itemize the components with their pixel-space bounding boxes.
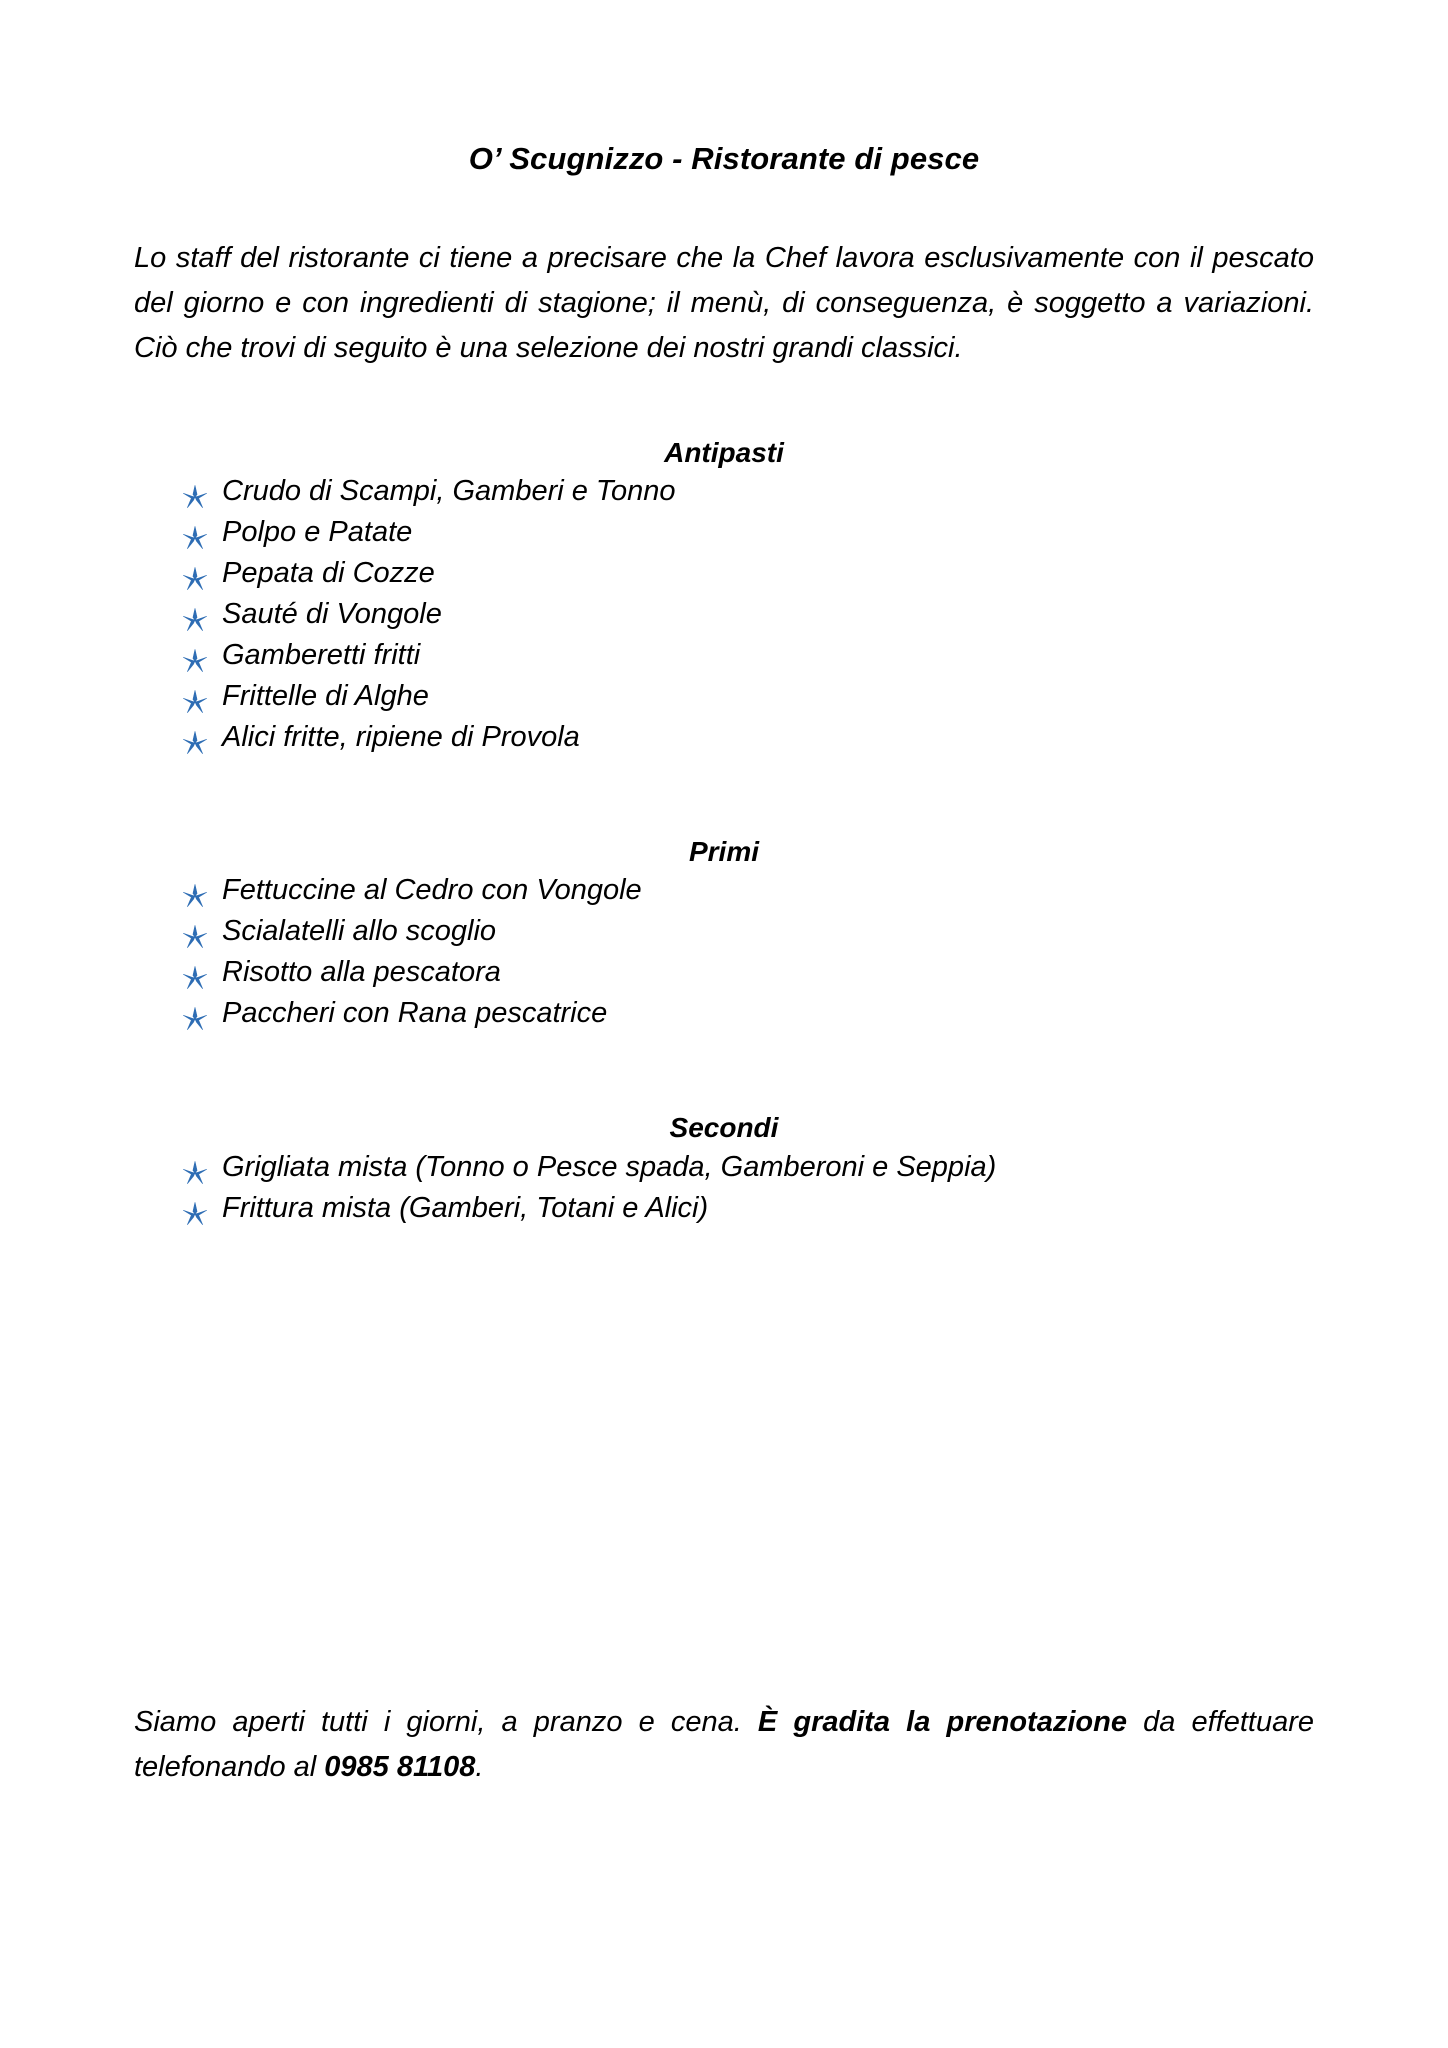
dish-name: Polpo e Patate (222, 515, 413, 548)
section-heading-antipasti: Antipasti (664, 436, 784, 468)
footer-reservation-emphasis: È gradita la prenotazione (757, 1706, 1127, 1738)
dish-name: Gamberetti fritti (222, 638, 421, 671)
dish-name: Grigliata mista (Tonno o Pesce spada, Gamberoni e Seppia) (222, 1150, 997, 1183)
section-heading-secondi: Secondi (669, 1112, 779, 1144)
footer-text-3: . (475, 1750, 484, 1783)
dish-list-item (134, 876, 1314, 906)
dish-list-item (134, 999, 1314, 1029)
dish-list-item (134, 958, 1314, 988)
dish-list-item (134, 556, 1314, 589)
blue-star-bullet (180, 963, 210, 993)
footer-text-1: Siamo aperti tutti i giorni, a pranzo e cena. (134, 1706, 758, 1738)
blue-star-bullet (180, 482, 210, 512)
dish-name: Paccheri con Rana pescatrice (222, 997, 608, 1030)
blue-star-bullet (180, 881, 210, 911)
dish-name: Alici fritte, ripiene di Provola (222, 720, 580, 753)
blue-star-bullet (180, 564, 210, 594)
blue-star-bullet (180, 646, 210, 676)
dish-list-item (134, 917, 1314, 947)
footer-phone-number: 0985 81108 (324, 1750, 476, 1783)
footer-note (134, 1700, 1314, 1790)
dish-list-primi (134, 870, 1314, 1029)
dish-list-item (134, 679, 1314, 712)
blue-star-bullet (180, 1199, 210, 1229)
section-secondi (134, 1040, 1314, 1223)
dish-name: Fettuccine al Cedro con Vongole (222, 874, 642, 907)
dish-list-item (134, 515, 1314, 548)
blue-star-bullet (180, 922, 210, 952)
dish-list-item (134, 638, 1314, 671)
dish-list-secondi (134, 1147, 1314, 1224)
blue-star-bullet (180, 523, 210, 553)
dish-list-item (134, 720, 1314, 753)
blue-star-bullet (180, 687, 210, 717)
dish-name: Risotto alla pescatora (222, 956, 501, 989)
dish-list-item (134, 597, 1314, 630)
blue-star-bullet (180, 1004, 210, 1034)
dish-name: Frittelle di Alghe (222, 679, 429, 712)
dish-name: Crudo di Scampi, Gamberi e Tonno (222, 474, 676, 507)
section-antipasti (134, 371, 1314, 753)
blue-star-bullet (180, 605, 210, 635)
dish-name: Scialatelli allo scoglio (222, 915, 497, 948)
dish-name: Pepata di Cozze (222, 556, 435, 589)
section-primi (134, 764, 1314, 1029)
footer-text-2: da effettuare telefonando al (134, 1706, 1314, 1783)
dish-name: Frittura mista (Gamberi, Totani e Alici) (222, 1191, 709, 1224)
dish-list-item (134, 1191, 1314, 1224)
dish-list-item (134, 474, 1314, 507)
dish-list-antipasti (134, 471, 1314, 753)
blue-star-bullet (180, 1158, 210, 1188)
blue-star-bullet (180, 728, 210, 758)
page-title: O’ Scugnizzo - Ristorante di pesce (468, 141, 980, 176)
intro-paragraph: Lo staff del ristorante ci tiene a precisare che la Chef lavora esclusivamente con il pescato del giorno e con ingredienti di stagione; il menù, di conseguenza, è soggetto a variazioni. Ciò che trovi di seguito è una selezione dei nostri grandi classici. (134, 241, 1314, 364)
section-heading-primi: Primi (688, 835, 760, 867)
dish-list-item (134, 1150, 1314, 1183)
dish-name: Sauté di Vongole (222, 597, 442, 630)
